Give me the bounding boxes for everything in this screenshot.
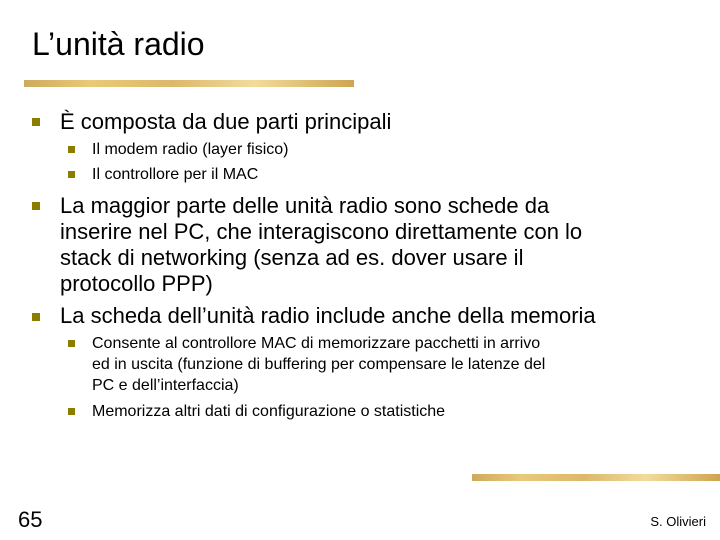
sub-bullet-marker	[68, 171, 75, 178]
bullet-marker	[32, 202, 40, 210]
sub-bullet-marker	[68, 146, 75, 153]
sub-bullet-marker	[68, 408, 75, 415]
sub-bullet-text-line: ed in uscita (funzione di buffering per compensare le latenze del	[92, 356, 546, 373]
bullet-text-line: La maggior parte delle unità radio sono schede da	[60, 193, 550, 218]
bullet-text: È composta da due parti principali	[60, 109, 392, 134]
sub-bullet-text: Il modem radio (layer fisico)	[92, 141, 289, 158]
bullet-text-line: protocollo PPP)	[60, 271, 213, 296]
sub-bullet-text: Il controllore per il MAC	[92, 166, 259, 183]
sub-bullet-text-line: Consente al controllore MAC di memorizzare pacchetti in arrivo	[92, 335, 541, 352]
sub-bullet-text: Memorizza altri dati di configurazione o statistiche	[92, 403, 446, 420]
bullet-marker	[32, 313, 40, 321]
bullet-text: La scheda dell’unità radio include anche della memoria	[60, 303, 596, 328]
footer-rule-decoration	[472, 474, 720, 481]
bullet-text-line: inserire nel PC, che interagiscono direttamente con lo	[60, 219, 583, 244]
sub-bullet-text-line: PC e dell’interfaccia)	[92, 377, 239, 394]
page-number: 65	[18, 507, 43, 532]
bullet-marker	[32, 118, 40, 126]
slide-title: L’unità radio	[32, 26, 205, 62]
sub-bullet-marker	[68, 340, 75, 347]
author-name: S. Olivieri	[650, 514, 706, 529]
bullet-text-line: stack di networking (senza ad es. dover usare il	[60, 245, 524, 270]
